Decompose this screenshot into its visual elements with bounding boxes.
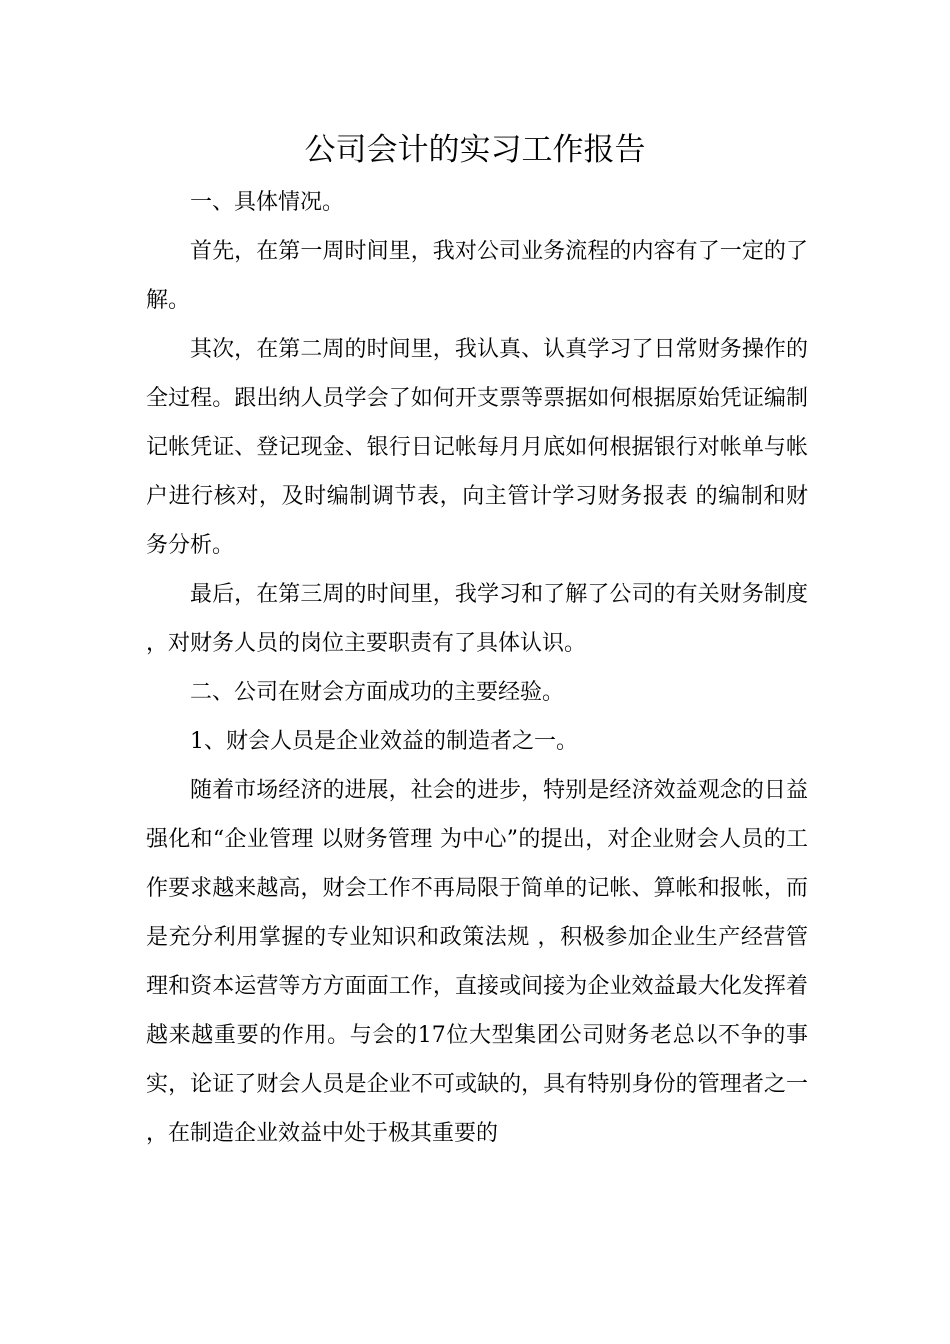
paragraph-section-one-heading: 一、具体情况。 [190, 190, 345, 215]
paragraph-section-two-heading: 二、公司在财会方面成功的主要经验。 [190, 680, 565, 705]
document-body [146, 178, 808, 1158]
paragraph-first-week: 首先，在第一周时间里，我对公司业务流程的内容有了一定的了解。 [146, 239, 808, 313]
paragraph-third-week: 最后，在第三周的时间里，我学习和了解了公司的有关财务制度 ，对财务人员的岗位主要职责有了具体认识。 [146, 582, 808, 656]
paragraph-subheading-one: 1、财会人员是企业效益的制造者之一。 [190, 729, 578, 754]
paragraph-second-week: 其次，在第二周的时间里，我认真、认真学习了日常财务操作的全过程。跟出纳人员学会了如何开支票等票据如何根据原始凭证编制记帐凭证、登记现金、银行日记帐每月月底如何根据银行对帐单与帐户进行核对，及时编制调节表，向主管计学习财务报表 的编制和财务分析。 [146, 337, 808, 558]
document-title: 公司会计的实习工作报告 [304, 132, 646, 168]
paragraph-market-economy: 随着市场经济的进展，社会的进步，特别是经济效益观念的日益强化和“企业管理 以财务管理 为中心”的提出，对企业财会人员的工作要求越来越高，财会工作不再局限于简单的记帐、算帐和报帐，而是充分利用掌握的专业知识和政策法规 ，积极参加企业生产经营管理和资本运营等方方面面工作，直接或间接为企业效益最大化发挥着越来越重要的作用。与会的17位大型集团公司财务老总以不争的事实，论证了财会人员是企业不可或缺的，具有特别身份的管理者之一，在制造企业效益中处于极其重要的 [146, 778, 808, 1146]
